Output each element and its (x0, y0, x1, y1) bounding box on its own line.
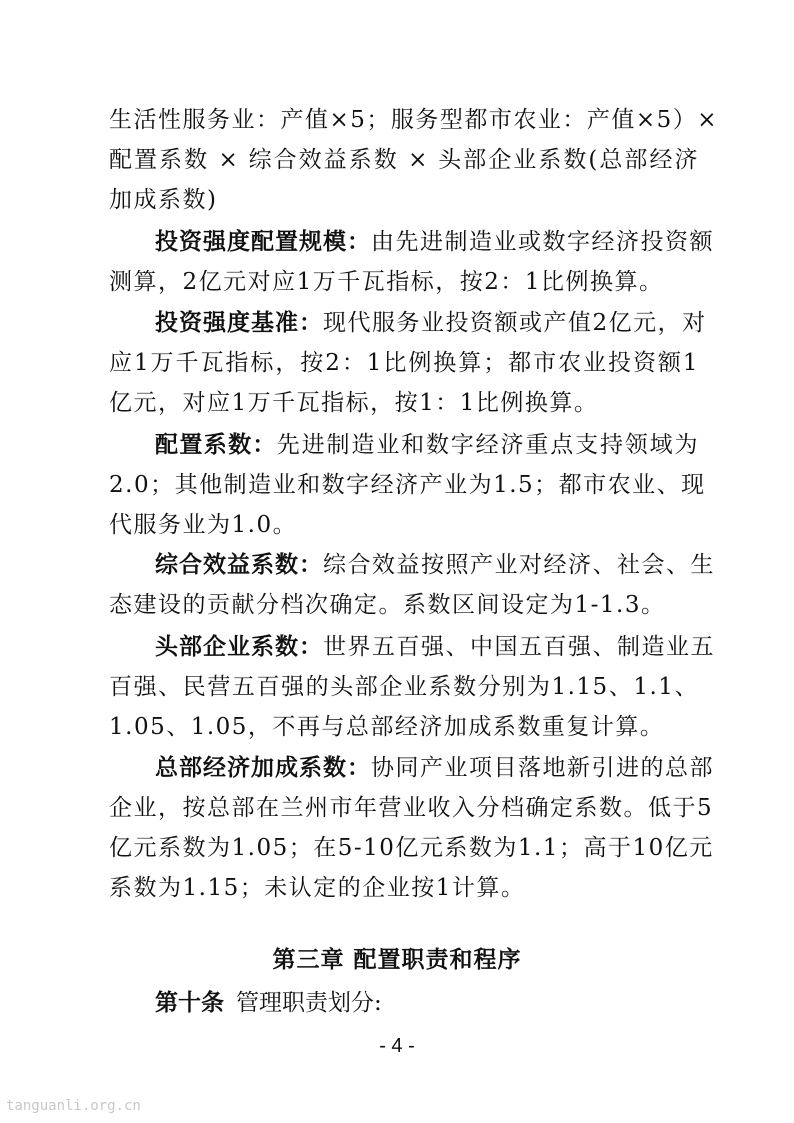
paragraph-line: 总部经济加成系数：协同产业项目落地新引进的总部 (155, 755, 714, 781)
paragraph-line: 加成系数) (109, 187, 218, 213)
paragraph-line: 投资强度配置规模：由先进制造业或数字经济投资额 (155, 229, 714, 255)
term-label: 头部企业系数： (155, 634, 323, 660)
paragraph-line: 配置系数 × 综合效益系数 × 头部企业系数(总部经济 (109, 147, 699, 173)
paragraph-line: 综合效益系数：综合效益按照产业对经济、社会、生 (155, 552, 715, 578)
article-heading (155, 983, 382, 1023)
term-label: 投资强度基准： (155, 310, 323, 336)
paragraph-line: 2.0；其他制造业和数字经济产业为1.5；都市农业、现 (109, 472, 706, 498)
paragraph-line: 头部企业系数：世界五百强、中国五百强、制造业五 (155, 634, 715, 660)
paragraph-line: 应1万千瓦指标，按2：1比例换算；都市农业投资额1 (109, 350, 699, 376)
term-label: 综合效益系数： (155, 552, 323, 578)
paragraph-line: 配置系数：先进制造业和数字经济重点支持领域为 (155, 432, 700, 458)
page-number: - 4 - (379, 1035, 415, 1057)
paragraph-line: 生活性服务业：产值×5；服务型都市农业：产值×5）× (109, 107, 719, 133)
paragraph-line: 亿元系数为1.05；在5-10亿元系数为1.1；高于10亿元 (109, 835, 714, 861)
paragraph-line: 1.05、1.05，不再与总部经济加成系数重复计算。 (109, 714, 665, 740)
paragraph-line: 系数为1.15；未认定的企业按1计算。 (109, 875, 526, 901)
term-label: 总部经济加成系数： (155, 755, 371, 781)
paragraph-line: 代服务业为1.0。 (109, 512, 298, 538)
paragraph-line: 态建设的贡献分档次确定。系数区间设定为1-1.3。 (109, 592, 666, 618)
paragraph-line: 测算，2亿元对应1万千瓦指标，按2：1比例换算。 (109, 269, 664, 295)
watermark: tanguanli.org.cn (6, 1098, 141, 1114)
article-number: 第十条 (155, 990, 224, 1016)
chapter-title: 第三章 配置职责和程序 (272, 947, 522, 973)
term-label: 投资强度配置规模： (155, 229, 371, 255)
paragraph-line: 企业，按总部在兰州市年营业收入分档确定系数。低于5 (109, 795, 714, 821)
paragraph-line: 百强、民营五百强的头部企业系数分别为1.15、1.1、 (109, 674, 699, 700)
paragraph-line: 亿元，对应1万千瓦指标，按1：1比例换算。 (109, 390, 599, 416)
term-label: 配置系数： (155, 432, 277, 458)
article-text: 管理职责划分: (236, 990, 382, 1016)
paragraph-line: 投资强度基准：现代服务业投资额或产值2亿元，对 (155, 310, 707, 336)
